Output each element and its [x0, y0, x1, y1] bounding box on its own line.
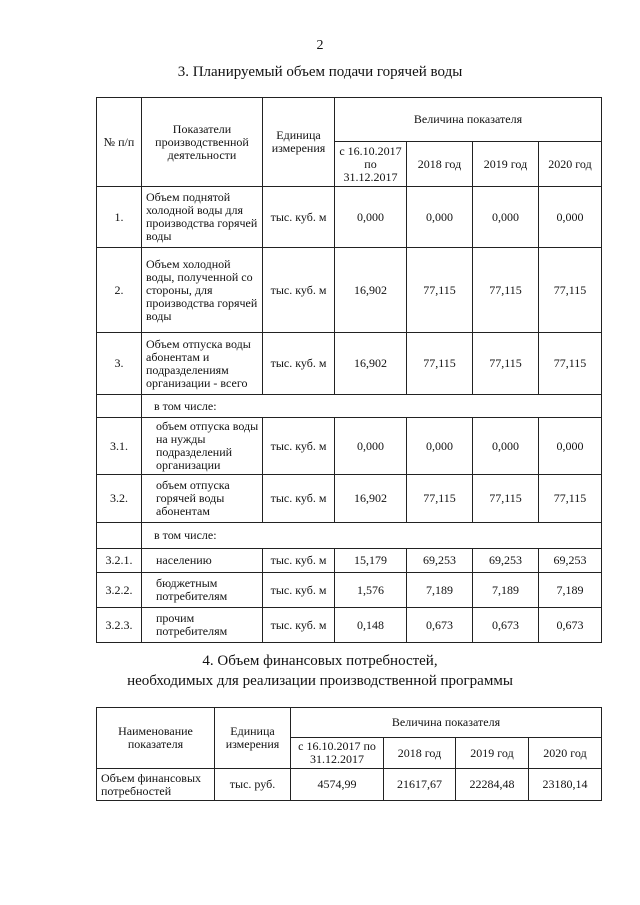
header-indicator: Наименование показателя: [97, 708, 215, 769]
header-2018: 2018 год: [384, 738, 456, 769]
financial-needs-table: [96, 707, 602, 801]
row-2020: 0,000: [539, 418, 602, 475]
row-2020: 77,115: [539, 475, 602, 523]
row-2019: 22284,48: [456, 769, 529, 801]
row-2020: 77,115: [539, 248, 602, 333]
page-number: 2: [316, 38, 324, 53]
table-row: [97, 333, 602, 395]
header-unit: Единица измерения: [215, 708, 291, 769]
row-2018: 69,253: [407, 549, 473, 573]
row-period1: 0,148: [335, 608, 407, 643]
row-indicator: Объем поднятой холодной воды для производства горячей воды: [142, 187, 263, 248]
header-2019: 2019 год: [473, 142, 539, 187]
header-unit: Единица измерения: [263, 98, 335, 187]
row-2019: 0,673: [473, 608, 539, 643]
row-period1: 16,902: [335, 333, 407, 395]
row-indicator: населению: [142, 549, 263, 573]
header-value-group: Величина показателя: [291, 708, 602, 738]
row-2019: 69,253: [473, 549, 539, 573]
header-2020: 2020 год: [539, 142, 602, 187]
table-row: [97, 187, 602, 248]
row-period1: 4574,99: [291, 769, 384, 801]
row-unit: тыс. куб. м: [263, 333, 335, 395]
row-indicator: бюджетным потребителям: [142, 573, 263, 608]
row-2019: 77,115: [473, 333, 539, 395]
row-unit: тыс. куб. м: [263, 608, 335, 643]
row-2018: 77,115: [407, 248, 473, 333]
table-row: [97, 475, 602, 523]
row-num: 2.: [97, 248, 142, 333]
table-row: [97, 248, 602, 333]
row-unit: тыс. руб.: [215, 769, 291, 801]
header-period1: с 16.10.2017 по 31.12.2017: [335, 142, 407, 187]
row-2020: 69,253: [539, 549, 602, 573]
row-num: 3.2.2.: [97, 573, 142, 608]
row-2020: 77,115: [539, 333, 602, 395]
row-period1: 16,902: [335, 475, 407, 523]
section3-title: 3. Планируемый объем подачи горячей воды: [177, 64, 463, 80]
row-num: 3.2.1.: [97, 549, 142, 573]
row-num: 1.: [97, 187, 142, 248]
row-2018: 7,189: [407, 573, 473, 608]
table-row: [97, 418, 602, 475]
row-num-empty: [97, 395, 142, 418]
header-value-group: Величина показателя: [335, 98, 602, 142]
row-2019: 0,000: [473, 418, 539, 475]
table-row: [97, 769, 602, 801]
section4-title-line1: 4. Объем финансовых потребностей,: [202, 653, 438, 669]
row-num: 3.: [97, 333, 142, 395]
section4-title: [0, 651, 640, 691]
row-inclusive-label: в том числе:: [142, 395, 602, 418]
row-2020: 23180,14: [529, 769, 602, 801]
row-2020: 7,189: [539, 573, 602, 608]
row-indicator: объем отпуска воды на нужды подразделений организации: [142, 418, 263, 475]
row-unit: тыс. куб. м: [263, 418, 335, 475]
header-period1: с 16.10.2017 по 31.12.2017: [291, 738, 384, 769]
row-num: 3.2.: [97, 475, 142, 523]
row-2019: 77,115: [473, 475, 539, 523]
row-period1: 1,576: [335, 573, 407, 608]
row-2018: 0,000: [407, 187, 473, 248]
table-row: [97, 573, 602, 608]
row-indicator: объем отпуска горячей воды абонентам: [142, 475, 263, 523]
row-unit: тыс. куб. м: [263, 573, 335, 608]
row-unit: тыс. куб. м: [263, 248, 335, 333]
row-period1: 15,179: [335, 549, 407, 573]
row-2018: 77,115: [407, 475, 473, 523]
row-inclusive-label: в том числе:: [142, 523, 602, 549]
row-indicator: Объем холодной воды, полученной со стороны, для производства горячей воды: [142, 248, 263, 333]
table-row: [97, 395, 602, 418]
row-period1: 0,000: [335, 187, 407, 248]
row-unit: тыс. куб. м: [263, 549, 335, 573]
row-2020: 0,673: [539, 608, 602, 643]
header-2019: 2019 год: [456, 738, 529, 769]
row-2018: 77,115: [407, 333, 473, 395]
row-indicator: Объем финансовых потребностей: [97, 769, 215, 801]
row-2019: 77,115: [473, 248, 539, 333]
row-indicator: Объем отпуска воды абонентам и подразделениям организации - всего: [142, 333, 263, 395]
table-row: [97, 523, 602, 549]
header-indicator: Показатели производственной деятельности: [142, 98, 263, 187]
row-2019: 7,189: [473, 573, 539, 608]
row-num: 3.1.: [97, 418, 142, 475]
row-period1: 16,902: [335, 248, 407, 333]
row-2018: 0,673: [407, 608, 473, 643]
row-indicator: прочим потребителям: [142, 608, 263, 643]
section4-title-line2: необходимых для реализации производственной программы: [127, 673, 513, 689]
row-num: 3.2.3.: [97, 608, 142, 643]
row-unit: тыс. куб. м: [263, 187, 335, 248]
row-unit: тыс. куб. м: [263, 475, 335, 523]
header-2020: 2020 год: [529, 738, 602, 769]
row-2018: 21617,67: [384, 769, 456, 801]
header-2018: 2018 год: [407, 142, 473, 187]
table-row: [97, 549, 602, 573]
table-row: [97, 608, 602, 643]
row-2018: 0,000: [407, 418, 473, 475]
row-2019: 0,000: [473, 187, 539, 248]
water-supply-table: [96, 97, 602, 643]
row-2020: 0,000: [539, 187, 602, 248]
row-period1: 0,000: [335, 418, 407, 475]
header-num: № п/п: [97, 98, 142, 187]
row-num-empty: [97, 523, 142, 549]
